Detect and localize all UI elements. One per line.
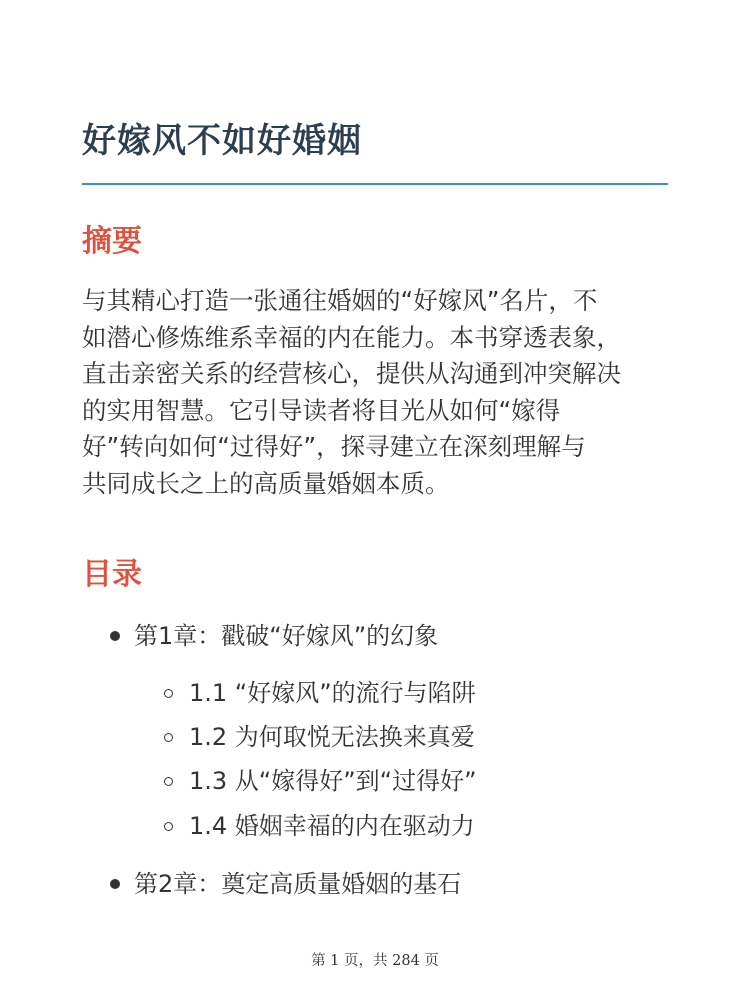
title-divider: [82, 183, 668, 185]
toc-chapter-2[interactable]: [110, 866, 461, 902]
page-number-footer: 第 1 页，共 284 页: [311, 953, 439, 969]
abstract-heading: 摘要: [82, 224, 142, 259]
hollow-bullet-icon: [164, 689, 173, 698]
document-title: 好嫁风不如好婚姻: [82, 121, 362, 161]
toc-chapter-label: 第2章：奠定高质量婚姻的基石: [134, 870, 462, 898]
abstract-line: 直击亲密关系的经营核心，提供从沟通到冲突解决: [82, 359, 621, 388]
bullet-icon: [110, 879, 120, 889]
toc-section-1-4[interactable]: [164, 808, 475, 844]
abstract-paragraph: [82, 283, 672, 502]
abstract-line: 共同成长之上的高质量婚姻本质。: [82, 468, 450, 498]
hollow-bullet-icon: [164, 777, 173, 786]
toc-section-label: 1.3 从“嫁得好”到“过得好”: [189, 767, 477, 795]
toc-section-label: 1.1 “好嫁风”的流行与陷阱: [189, 679, 476, 707]
abstract-line: 如潜心修炼维系幸福的内在能力。本书穿透表象，: [82, 322, 621, 352]
toc-section-1-1[interactable]: [164, 675, 476, 711]
hollow-bullet-icon: [164, 733, 173, 742]
toc-section-label: 1.2 为何取悦无法换来真爱: [189, 723, 475, 751]
toc-chapter-1[interactable]: [110, 618, 438, 654]
toc-section-label: 1.4 婚姻幸福的内在驱动力: [189, 812, 475, 840]
toc-section-1-2[interactable]: [164, 719, 475, 755]
toc-chapter-label: 第1章：戳破“好嫁风”的幻象: [134, 622, 439, 650]
abstract-line: 与其精心打造一张通往婚姻的“好嫁风”名片，不: [82, 286, 598, 315]
abstract-line: 好”转向如何“过得好”，探寻建立在深刻理解与: [82, 432, 586, 461]
abstract-line: 的实用智慧。它引导读者将目光从如何“嫁得: [82, 395, 561, 425]
bullet-icon: [110, 631, 120, 641]
toc-heading: 目录: [82, 557, 142, 592]
toc-section-1-3[interactable]: [164, 763, 477, 799]
hollow-bullet-icon: [164, 822, 173, 831]
